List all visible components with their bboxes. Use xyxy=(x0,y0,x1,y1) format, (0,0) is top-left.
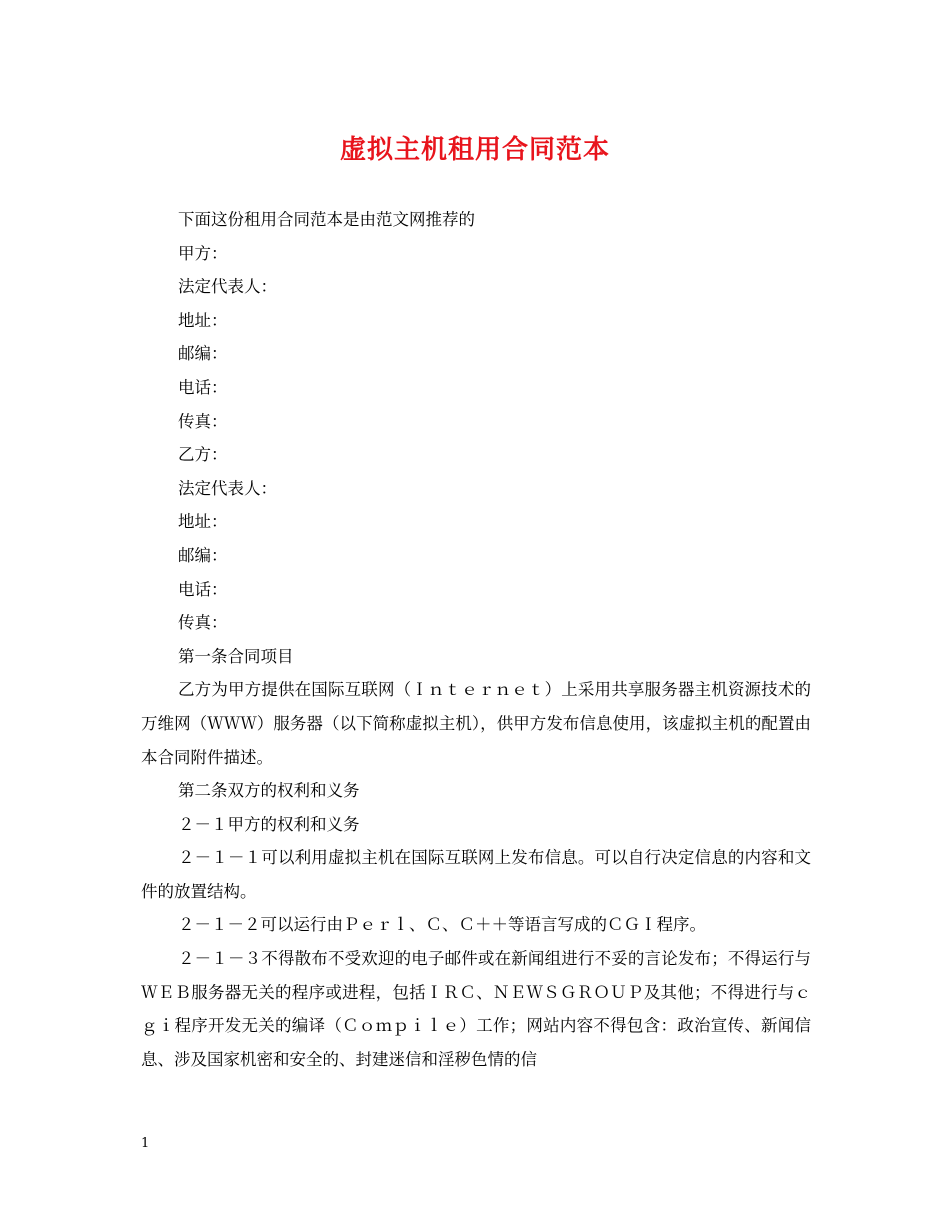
paragraph-article-1-body: 乙方为甲方提供在国际互联网（Ｉｎｔｅｒｎｅｔ）上采用共享服务器主机资源技术的万维网（ＷＷＷ）服务器（以下简称虚拟主机），供甲方发布信息使用，该虚拟主机的配置由本合同附件描述。 xyxy=(141,680,811,767)
page-number: 1 xyxy=(141,1136,150,1151)
paragraph-party-a: 甲方： xyxy=(178,243,228,263)
paragraph-party-b-phone: 电话： xyxy=(178,579,228,599)
paragraph-party-a-representative: 法定代表人： xyxy=(178,277,277,297)
paragraph-intro: 下面这份租用合同范本是由范文网推荐的 xyxy=(178,210,475,229)
paragraph-party-b-fax: 传真： xyxy=(178,613,228,633)
paragraph-party-a-postcode: 邮编： xyxy=(178,344,228,364)
paragraph-clause-2-1-1: ２－１－１可以利用虚拟主机在国际互联网上发布信息。可以自行决定信息的内容和文件的放置结构。 xyxy=(141,848,811,901)
paragraph-article-1-heading: 第一条合同项目 xyxy=(178,646,294,666)
paragraph-party-a-fax: 传真： xyxy=(178,411,228,431)
paragraph-party-a-phone: 电话： xyxy=(178,377,228,397)
paragraph-party-b-address: 地址： xyxy=(178,512,228,532)
paragraph-party-b: 乙方： xyxy=(178,445,228,465)
paragraph-clause-2-1-3: ２－１－３不得散布不受欢迎的电子邮件或在新闻组进行不妥的言论发布；不得运行与ＷＥＢ服务器无关的程序或进程，包括ＩＲＣ、ＮＥＷＳＧＲＯＵＰ及其他；不得进行与ｃｇｉ程序开发无关的编译（Ｃｏｍｐｉｌｅ）工作；网站内容不得包含：政治宣传、新闻信息、涉及国家机密和安全的、封建迷信和淫秽色情的信 xyxy=(141,949,811,1069)
paragraph-article-2-heading: 第二条双方的权利和义务 xyxy=(178,781,360,801)
document-title: 虚拟主机租用合同范本 xyxy=(339,135,610,165)
paragraph-clause-2-1-2: ２－１－２可以运行由Ｐｅｒｌ、Ｃ、Ｃ＋＋等语言写成的ＣＧＩ程序。 xyxy=(178,915,706,935)
paragraph-clause-2-1: ２－１甲方的权利和义务 xyxy=(178,814,360,834)
paragraph-party-a-address: 地址： xyxy=(178,310,228,330)
document-body xyxy=(141,203,811,1076)
paragraph-party-b-postcode: 邮编： xyxy=(178,545,228,565)
paragraph-party-b-representative: 法定代表人： xyxy=(178,478,277,498)
